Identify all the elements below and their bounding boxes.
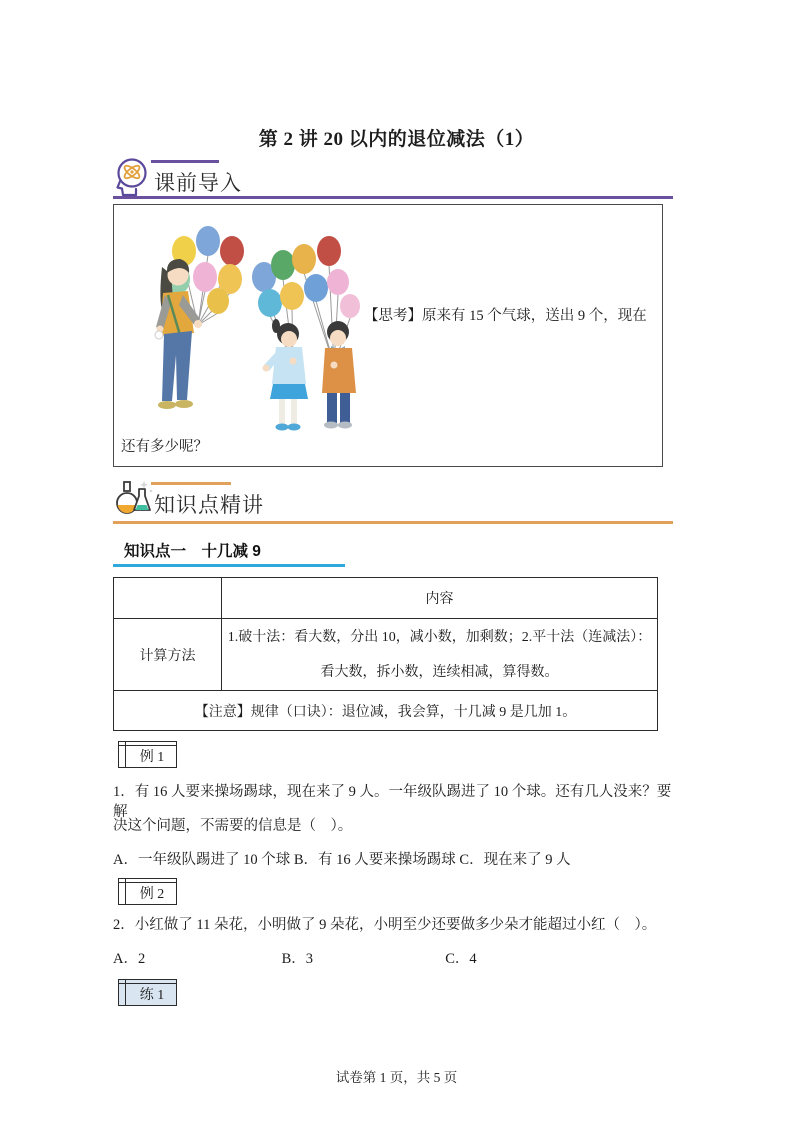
girl-figure (263, 319, 309, 431)
intro-divider (113, 196, 673, 199)
boy-figure (322, 321, 356, 429)
option-a: A．一年级队踢进了 10 个球 (113, 852, 291, 868)
practice-1-tag: 练 1 (118, 979, 177, 1006)
option-c: C．现在来了 9 人 (459, 852, 571, 868)
note-cell: 【注意】规律（口诀）：退位减，我会算，十几减 9 是几加 1。 (114, 691, 658, 731)
knowledge-table (113, 577, 658, 731)
example-1-tag: 例 1 (118, 741, 177, 768)
example-1-options (113, 850, 680, 870)
table-header-cell: 内容 (222, 578, 658, 619)
method-line-2: 看大数，拆小数，连续相减，算得数。 (320, 664, 559, 680)
option-b: B．3 (281, 951, 314, 967)
page-footer: 试卷第 1 页，共 5 页 (335, 1070, 458, 1085)
example-2-question: 2．小红做了 11 朵花，小明做了 9 朵花，小明至少还要做多少朵才能超过小红（ ）。 (113, 917, 657, 933)
table-empty-cell (114, 578, 222, 619)
knowledge-header: 知识点精讲 (154, 494, 264, 517)
method-content-cell (222, 619, 658, 691)
example-1-question-line-1: 1．有 16 人要来操场踢球，现在来了 9 人。一年级队踢进了 10 个球。还有几人没来？要解 (113, 784, 672, 820)
balloon-cluster-right (252, 236, 360, 318)
think-question-tail: 还有多少呢？ (121, 439, 208, 455)
think-question-text: 【思考】原来有 15 个气球，送出 9 个，现在 (364, 308, 647, 324)
option-a: A．2 (113, 951, 146, 967)
page-title: 第 2 讲 20 以内的退位减法（1） (258, 129, 535, 150)
method-line-1: 1.破十法：看大数，分出 10，减小数，加剩数；2.平十法（连减法）： (227, 629, 652, 645)
example-2-tag: 例 2 (118, 878, 177, 905)
option-b: B．有 16 人要来操场踢球 (293, 852, 456, 868)
intro-accent-line (151, 160, 219, 163)
table-row (114, 619, 658, 691)
flask-icon (112, 479, 154, 521)
method-label-cell: 计算方法 (114, 619, 222, 691)
balloons-illustration (126, 213, 388, 451)
knowledge-point-underline (113, 564, 345, 567)
intro-figure-box (113, 204, 663, 467)
example-2-options (113, 949, 680, 969)
table-row (114, 578, 658, 619)
option-c: C．4 (445, 951, 477, 967)
knowledge-accent-line (151, 482, 231, 485)
knowledge-point-title: 知识点一 十几减 9 (124, 543, 261, 560)
table-row (114, 691, 658, 731)
example-1-question-line-2: 决这个问题，不需要的信息是（ ）。 (113, 818, 353, 834)
intro-header: 课前导入 (154, 172, 242, 195)
knowledge-divider (113, 521, 673, 524)
